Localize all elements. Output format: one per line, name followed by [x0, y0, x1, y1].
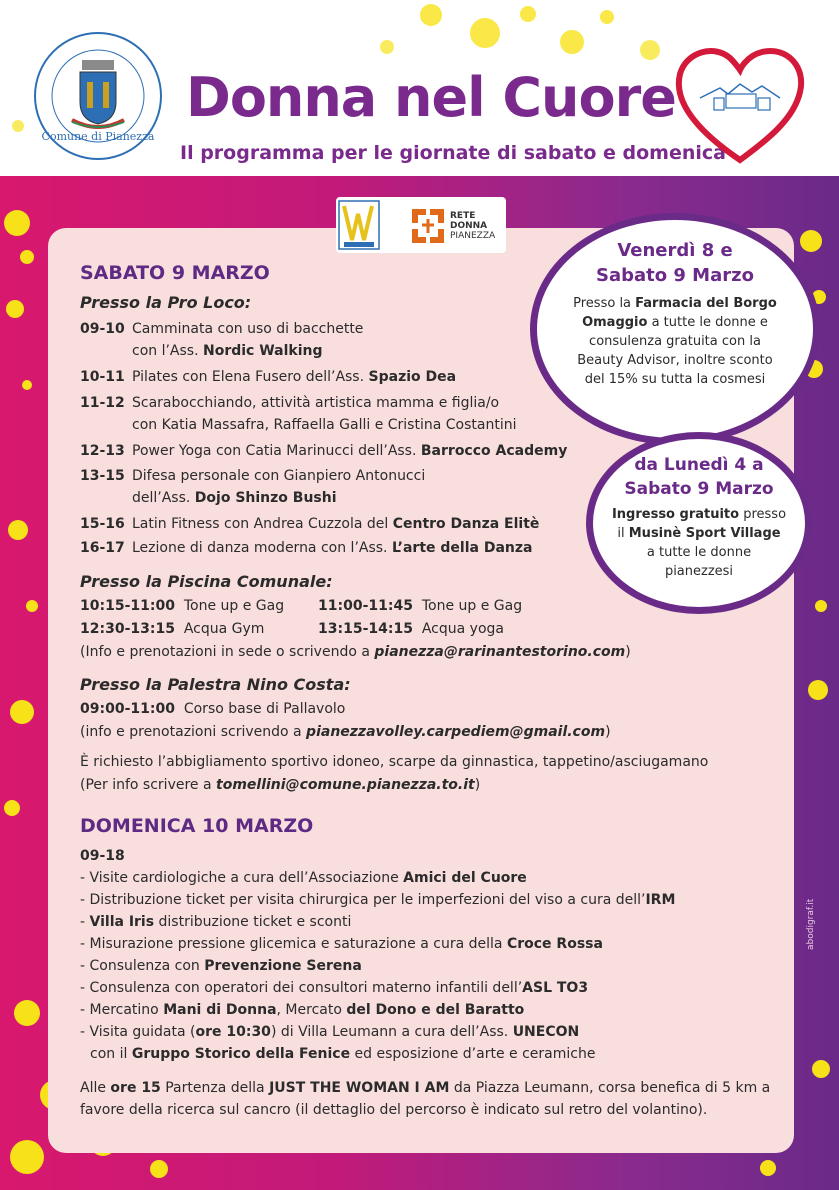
piscina-info: (Info e prenotazioni in sede o scrivendo a pianezza@rarinantestorino.com): [80, 644, 631, 660]
page-subtitle: Il programma per le giornate di sabato e domenica: [180, 142, 726, 164]
sabato-heading: SABATO 9 MARZO: [80, 262, 270, 284]
proloco-item: 09-10 Camminata con uso di bacchette con l’Ass. Nordic Walking: [80, 321, 364, 359]
heart-icon: [670, 38, 810, 168]
farmacia-circle: Venerdì 8 e Sabato 9 Marzo Presso la Farmacia del Borgo Omaggio a tutte le donne e consulenza gratuita con la Beauty Advisor, inoltre sconto del 15% su tutta la cosmesi: [530, 213, 820, 445]
piscina-slot: 13:15-14:15 Acqua yoga: [318, 621, 504, 637]
palestra-note: È richiesto l’abbigliamento sportivo idoneo, scarpe da ginnastica, tappetino/asciugamano: [80, 754, 709, 770]
list-item: - Consulenza con operatori dei consultori materno infantili dell’ASL TO3: [80, 980, 589, 996]
domenica-final: Alle ore 15 Partenza della JUST THE WOMAN I AM da Piazza Leumann, corsa benefica di 5 km a favore della ricerca sul cancro (il dettaglio del percorso è indicato sul retro del volantino).: [80, 1080, 771, 1118]
piscina-slot: 10:15-11:00 Tone up e Gag: [80, 598, 285, 614]
list-item: con il Gruppo Storico della Fenice ed esposizione d’arte e ceramiche: [90, 1046, 596, 1062]
list-item: - Visite cardiologiche a cura dell’Associazione Amici del Cuore: [80, 870, 527, 886]
volley-logo-icon: [338, 200, 380, 250]
proloco-label: Presso la Pro Loco:: [80, 293, 252, 312]
piscina-label: Presso la Piscina Comunale:: [80, 572, 333, 591]
piscina-slot: 12:30-13:15 Acqua Gym: [80, 621, 265, 637]
list-item: - Distribuzione ticket per visita chirurgica per le imperfezioni del viso a cura dell’IRM: [80, 892, 676, 908]
palestra-label: Presso la Palestra Nino Costa:: [80, 675, 351, 694]
proloco-item: 13-15 Difesa personale con Gianpiero Antonucci dell’Ass. Dojo Shinzo Bushi: [80, 468, 426, 506]
proloco-item: 11-12 Scarabocchiando, attività artistica mamma e figlia/o con Katia Massafra, Raffaella Galli e Cristina Costantini: [80, 395, 517, 433]
credit-text: abodigraf.it: [806, 898, 816, 950]
sponsor-logos: [336, 197, 506, 253]
proloco-item: 16-17 Lezione di danza moderna con l’Ass. L’arte della Danza: [80, 540, 533, 556]
palestra-info: (info e prenotazioni scrivendo a pianezzavolley.carpediem@gmail.com): [80, 724, 611, 740]
rete-donna-logo-icon: [408, 205, 448, 247]
proloco-item: 12-13 Power Yoga con Catia Marinucci dell’Ass. Barrocco Academy: [80, 443, 568, 459]
page-title: Donna nel Cuore: [186, 66, 676, 129]
proloco-item: 10-11 Pilates con Elena Fusero dell’Ass. Spazio Dea: [80, 369, 457, 385]
list-item: - Consulenza con Prevenzione Serena: [80, 958, 362, 974]
musine-circle: da Lunedì 4 a Sabato 9 Marzo Ingresso gratuito presso il Musinè Sport Village a tutte le donne pianezzesi: [586, 432, 812, 614]
comune-email-link[interactable]: tomellini@comune.pianezza.to.it: [216, 777, 475, 793]
list-item: - Mercatino Mani di Donna, Mercato del Dono e del Baratto: [80, 1002, 525, 1018]
crest-text: Comune di Pianezza: [41, 130, 155, 143]
list-item: - Misurazione pressione glicemica e saturazione a cura della Croce Rossa: [80, 936, 603, 952]
palestra-email-link[interactable]: pianezzavolley.carpediem@gmail.com: [306, 724, 606, 740]
domenica-heading: DOMENICA 10 MARZO: [80, 815, 314, 837]
piscina-slot: 11:00-11:45 Tone up e Gag: [318, 598, 523, 614]
domenica-list: [80, 867, 675, 1065]
domenica-time: 09-18: [80, 848, 125, 864]
proloco-item: 15-16 Latin Fitness con Andrea Cuzzola del Centro Danza Elitè: [80, 516, 540, 532]
palestra-note-info: (Per info scrivere a tomellini@comune.pianezza.to.it): [80, 777, 481, 793]
list-item: - Villa Iris distribuzione ticket e sconti: [80, 914, 352, 930]
list-item: - Visita guidata (ore 10:30) di Villa Leumann a cura dell’Ass. UNECON: [80, 1024, 580, 1040]
piscina-email-link[interactable]: pianezza@rarinantestorino.com: [374, 644, 626, 660]
palestra-item: 09:00-11:00 Corso base di Pallavolo: [80, 701, 346, 717]
rete-donna-text: RETE DONNA PIANEZZA: [450, 211, 496, 241]
comune-crest: [32, 30, 164, 162]
